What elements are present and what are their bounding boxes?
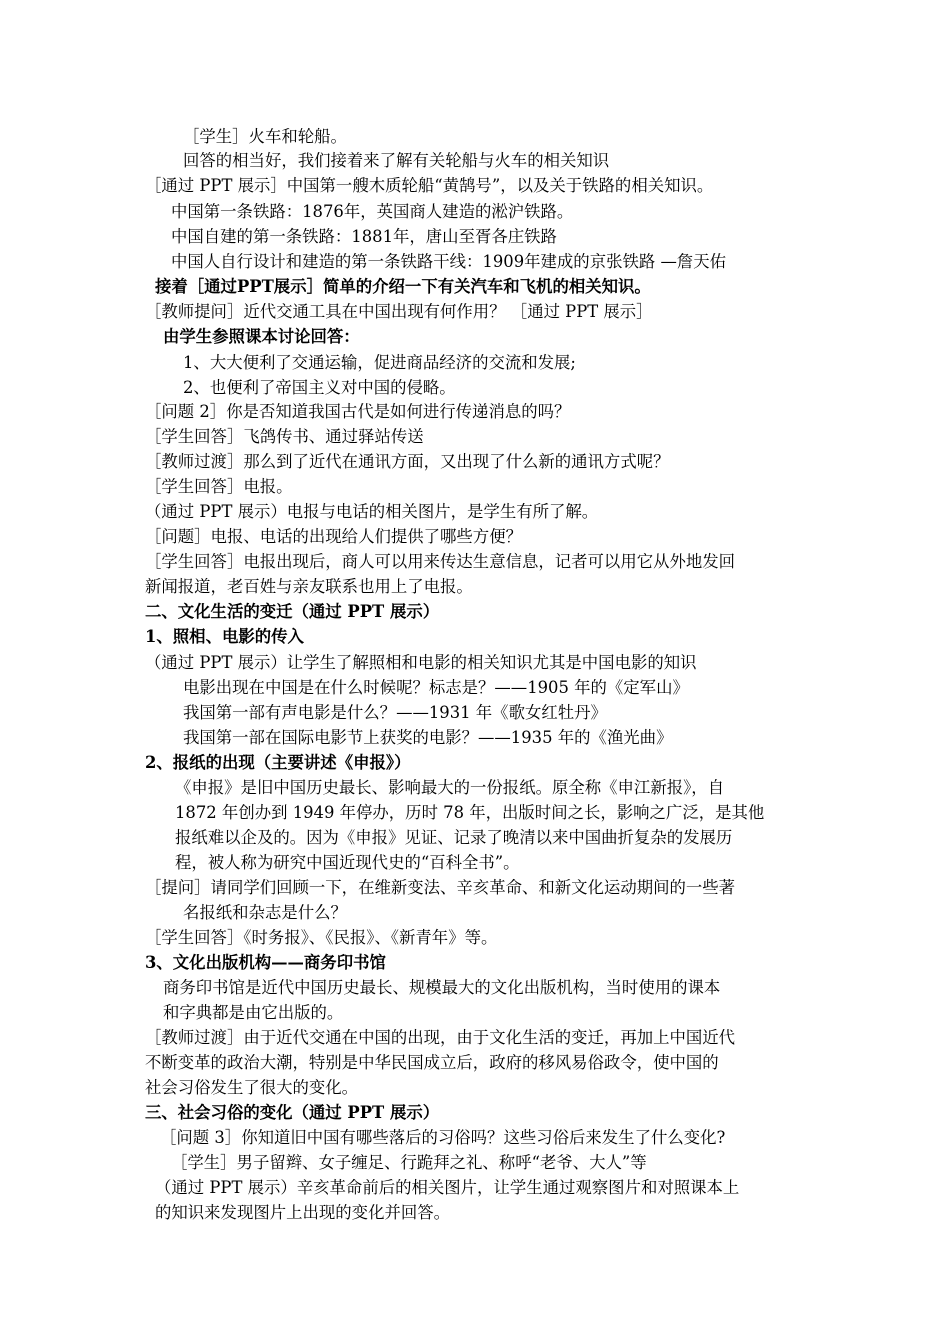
text-line: 我国第一部在国际电影节上获奖的电影？——1935 年的《渔光曲》 — [183, 728, 673, 747]
text-line: ［教师过渡］那么到了近代在通讯方面，又出现了什么新的通讯方式呢？ — [145, 452, 670, 471]
text-line: 回答的相当好，我们接着来了解有关轮船与火车的相关知识 — [183, 151, 610, 170]
text-line: ［学生］火车和轮船。 — [183, 127, 347, 146]
subsection-heading: 1、照相、电影的传入 — [145, 627, 304, 646]
text-line: （通过 PPT 展示）辛亥革命前后的相关图片，让学生通过观察图片和对照课本上 — [155, 1178, 740, 1197]
text-line: 电影出现在中国是在什么时候呢？标志是？——1905 年的《定军山》 — [183, 678, 689, 697]
text-line: 1、大大便利了交通运输，促进商品经济的交流和发展; — [183, 353, 576, 372]
text-line: 接着［通过PPT展示］简单的介绍一下有关汽车和飞机的相关知识。 — [155, 277, 651, 296]
text-line: 报纸难以企及的。因为《申报》见证、记录了晚清以来中国曲折复杂的发展历 — [175, 828, 733, 847]
text-line: 2、也便利了帝国主义对中国的侵略。 — [183, 378, 456, 397]
section-heading: 二、文化生活的变迁（通过 PPT 展示） — [145, 602, 440, 621]
text-line: 由学生参照课本讨论回答： — [163, 327, 360, 346]
text-line: 的知识来发现图片上出现的变化并回答。 — [155, 1203, 451, 1222]
text-line: 中国人自行设计和建造的第一条铁路干线：1909年建成的京张铁路 —詹天佑 — [171, 252, 727, 271]
text-line: ［教师过渡］由于近代交通在中国的出现，由于文化生活的变迁，再加上中国近代 — [145, 1028, 736, 1047]
text-line: 中国自建的第一条铁路：1881年，唐山至胥各庄铁路 — [171, 227, 557, 246]
text-line: ［问题］电报、电话的出现给人们提供了哪些方便？ — [145, 527, 522, 546]
text-line: （通过 PPT 展示）让学生了解照相和电影的相关知识尤其是中国电影的知识 — [145, 653, 697, 672]
text-line: ［问题 3］你知道旧中国有哪些落后的习俗吗？这些习俗后来发生了什么变化? — [160, 1128, 726, 1147]
text-line: ［学生回答］《时务报》、《民报》、《新青年》等。 — [145, 928, 498, 947]
text-line: ［教师提问］近代交通工具在中国出现有何作用？ ［通过 PPT 展示］ — [145, 302, 653, 321]
text-line: 新闻报道，老百姓与亲友联系也用上了电报。 — [145, 577, 473, 596]
section-heading: 三、社会习俗的变化（通过 PPT 展示） — [145, 1103, 440, 1122]
text-line: 名报纸和杂志是什么？ — [183, 903, 347, 922]
text-line: 和字典都是由它出版的。 — [163, 1003, 344, 1022]
text-line: ［问题 2］你是否知道我国古代是如何进行传递消息的吗？ — [145, 402, 571, 421]
text-line: ［学生回答］电报。 — [145, 477, 293, 496]
text-line: 不断变革的政治大潮，特别是中华民国成立后，政府的移风易俗政令，使中国的 — [145, 1053, 719, 1072]
text-line: 《申报》是旧中国历史最长、影响最大的一份报纸。原全称《申江新报》，自 — [175, 778, 725, 797]
text-line: 商务印书馆是近代中国历史最长、规模最大的文化出版机构，当时使用的课本 — [163, 978, 721, 997]
subsection-heading: 3、文化出版机构——商务印书馆 — [145, 953, 386, 972]
text-line: ［学生］男子留辫、女子缠足、行跪拜之礼、称呼“老爷、大人”等 — [171, 1153, 647, 1172]
text-line: （通过 PPT 展示）电报与电话的相关图片，是学生有所了解。 — [145, 502, 599, 521]
text-line: 我国第一部有声电影是什么？——1931 年《歌女红牡丹》 — [183, 703, 607, 722]
text-line: ［学生回答］飞鸽传书、通过驿站传送 — [145, 427, 424, 446]
text-line: 1872 年创办到 1949 年停办，历时 78 年，出版时间之长，影响之广泛，是其他 — [175, 803, 765, 822]
text-line: ［通过 PPT 展示］中国第一艘木质轮船“黄鹄号”，以及关于铁路的相关知识。 — [145, 176, 714, 195]
text-line: 程，被人称为研究中国近现代史的“百科全书”。 — [175, 853, 520, 872]
text-line: ［学生回答］电报出现后，商人可以用来传达生意信息，记者可以用它从外地发回 — [145, 552, 736, 571]
text-line: 中国第一条铁路：1876年，英国商人建造的淞沪铁路。 — [171, 202, 574, 221]
text-line: 社会习俗发生了很大的变化。 — [145, 1078, 359, 1097]
text-line: ［提问］请同学们回顾一下，在维新变法、辛亥革命、和新文化运动期间的一些著 — [145, 878, 736, 897]
subsection-heading: 2、报纸的出现（主要讲述《申报》） — [145, 753, 411, 772]
